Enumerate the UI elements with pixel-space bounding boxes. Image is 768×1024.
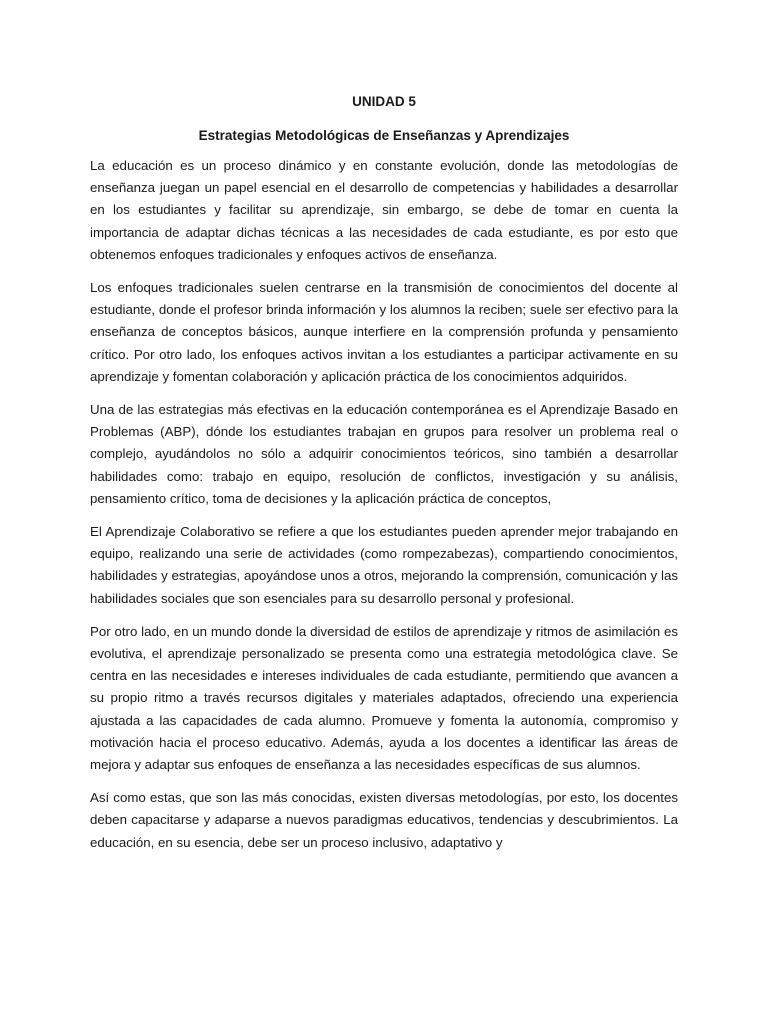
paragraph-personalized-learning: Por otro lado, en un mundo donde la diversidad de estilos de aprendizaje y ritmos de asimilación es evolutiva, el aprendizaje personalizado se presenta como una estrategia metodológica clave. Se centra en las necesidades e intereses individuales de cada estudiante, permitiendo que avancen a su propio ritmo a través recursos digitales y materiales adaptados, ofreciendo una experiencia ajustada a las capacidades de cada alumno. Promueve y fomenta la autonomía, compromiso y motivación hacia el proceso educativo. Además, ayuda a los docentes a identificar las áreas de mejora y adaptar sus enfoques de enseñanza a las necesidades específicas de sus alumnos. xyxy=(90,623,678,773)
document-page xyxy=(90,91,678,865)
paragraph-conclusion: Así como estas, que son las más conocidas, existen diversas metodologías, por esto, los docentes deben capacitarse y adaparse a nuevos paradigmas educativos, tendencias y descubrimientos. La educación, en su esencia, debe ser un proceso inclusivo, adaptativo y xyxy=(90,790,678,850)
paragraph-intro: La educación es un proceso dinámico y en constante evolución, donde las metodologías de enseñanza juegan un papel esencial en el desarrollo de competencias y habilidades a desarrollar en los estudiantes y facilitar su aprendizaje, sin embargo, se debe de tomar en cuenta la importancia de adaptar dichas técnicas a las necesidades de cada estudiante, es por esto que obtenemos enfoques tradicionales y enfoques activos de enseñanza. xyxy=(90,158,678,262)
paragraph-collaborative-learning: El Aprendizaje Colaborativo se refiere a que los estudiantes pueden aprender mejor trabajando en equipo, realizando una serie de actividades (como rompezabezas), compartiendo conocimientos, habilidades y estrategias, apoyándose unos a otros, mejorando la comprensión, comunicación y las habilidades sociales que son esenciales para su desarrollo personal y profesional. xyxy=(90,524,678,606)
document-title: UNIDAD 5 xyxy=(352,94,416,109)
paragraph-problem-based-learning: Una de las estrategias más efectivas en la educación contemporánea es el Aprendizaje Basado en Problemas (ABP), dónde los estudiantes trabajan en grupos para resolver un problema real o complejo, ayudándolos no sólo a adquirir conocimientos teóricos, sino también a desarrollar habilidades como: trabajo en equipo, resolución de conflictos, investigación y su análisis, pensamiento crítico, toma de decisiones y la aplicación práctica de conceptos, xyxy=(90,402,678,506)
document-subtitle: Estrategias Metodológicas de Enseñanzas y Aprendizajes xyxy=(198,128,570,143)
paragraph-traditional-approaches: Los enfoques tradicionales suelen centrarse en la transmisión de conocimientos del docente al estudiante, donde el profesor brinda información y los alumnos la reciben; suele ser efectivo para la enseñanza de conceptos básicos, aunque interfiere en la comprensión profunda y pensamiento crítico. Por otro lado, los enfoques activos invitan a los estudiantes a participar activamente en su aprendizaje y fomentan colaboración y aplicación práctica de los conocimientos adquiridos. xyxy=(90,280,678,384)
